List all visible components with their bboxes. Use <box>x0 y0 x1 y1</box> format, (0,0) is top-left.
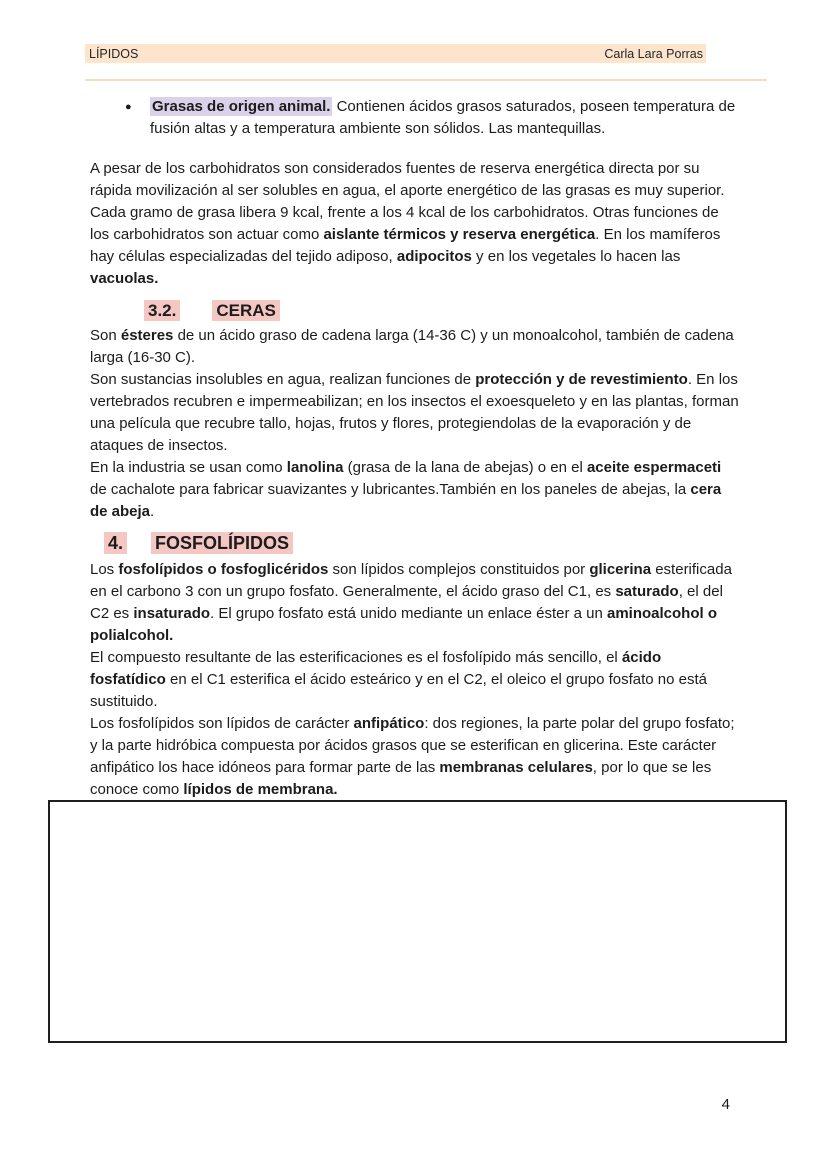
text-segment: . El grupo fosfato está unido mediante un enlace éster a un <box>210 605 607 622</box>
text-segment: ésteres <box>120 327 174 344</box>
text-segment: : dos regiones, la parte polar del grupo fosfato; y la parte hidróbica compuesta por ácidos grasos que se esterifican en glicerina. Este carácter anfipático los hace idóneos para formar parte de las <box>90 715 735 776</box>
text-segment: aceite espermaceti <box>586 459 722 476</box>
text-segment: y en los vegetales lo hacen las <box>471 248 681 265</box>
paragraph <box>90 457 740 523</box>
header-doc-title: LÍPIDOS <box>89 46 139 61</box>
text-segment: protección y de revestimiento <box>475 371 688 388</box>
text-segment: anfipático <box>353 715 425 732</box>
text-segment: membranas celulares <box>439 759 593 776</box>
text-segment: de cachalote para fabricar suavizantes y lubricantes.También en los paneles de abejas, la <box>90 481 691 498</box>
bullet-list-item <box>125 96 740 140</box>
paragraph <box>90 325 740 369</box>
text-segment: de un ácido graso de cadena larga (14-36 C) y un monoalcohol, también de cadena larga (16-30 C). <box>90 327 734 366</box>
text-segment: Son sustancias insolubles en agua, realizan funciones de <box>90 371 476 388</box>
text-segment: lípidos de membrana. <box>183 781 338 798</box>
text-segment: aislante térmicos y reserva energética <box>323 226 596 243</box>
text-segment: vacuolas. <box>90 270 159 287</box>
text-segment: Contienen ácidos grasos saturados, poseen temperatura de fusión altas y a temperatura ambiente son sólidos. Las mantequillas. <box>150 98 736 137</box>
text-segment: Son <box>90 327 121 344</box>
paragraph <box>90 158 740 290</box>
text-segment: ácido fosfatídico <box>90 649 662 688</box>
text-segment: (grasa de la lana de abejas) o en el <box>343 459 587 476</box>
text-segment: Los fosfolípidos son lípidos de carácter <box>90 715 354 732</box>
text-segment: . En los vertebrados recubren e impermeabilizan; en los insectos el exoesqueleto y en las plantas, forman una película que recubre tallo, hojas, frutos y flores, protegiendolas de la evaporación y de ataques de insectos. <box>90 371 739 454</box>
text-segment: En la industria se usan como <box>90 459 287 476</box>
text-segment: Grasas de origen animal. <box>152 98 331 115</box>
figure-placeholder-box <box>48 800 787 1043</box>
text-segment: en el C1 esterifica el ácido esteárico y en el C2, el oleico el grupo fosfato no está sustituido. <box>90 671 707 710</box>
page-header-band <box>85 44 706 63</box>
text-segment: . En los mamíferos hay células especializadas del tejido adiposo, <box>90 226 721 265</box>
document-body <box>90 96 740 801</box>
header-author: Carla Lara Porras <box>604 46 703 61</box>
paragraph <box>90 559 740 647</box>
text-segment: lanolina <box>286 459 344 476</box>
heading-title: CERAS <box>212 300 280 321</box>
page-number: 4 <box>721 1096 730 1113</box>
section-heading <box>90 532 740 554</box>
text-segment: adipocitos <box>396 248 472 265</box>
bullet-text <box>150 96 740 140</box>
text-segment: , el del C2 es <box>90 583 723 622</box>
heading-number: 3.2. <box>144 300 180 321</box>
text-segment: cera de abeja <box>90 481 722 520</box>
text-segment: esterificada en el carbono 3 con un grupo fosfato. Generalmente, el ácido graso del C1, es <box>90 561 732 600</box>
paragraph <box>90 369 740 457</box>
paragraph <box>90 713 740 801</box>
text-segment: fosfolípidos o fosfoglicéridos <box>118 561 329 578</box>
paragraph <box>90 647 740 713</box>
header-rule <box>85 79 767 81</box>
text-segment: Los <box>90 561 119 578</box>
bullet-icon: ● <box>125 101 132 113</box>
text-segment: glicerina <box>589 561 652 578</box>
text-segment: , por lo que se les conoce como <box>90 759 712 798</box>
heading-number: 4. <box>104 532 127 554</box>
text-segment: . <box>150 503 155 520</box>
text-segment: son lípidos complejos constituidos por <box>328 561 590 578</box>
heading-title: FOSFOLÍPIDOS <box>151 532 293 554</box>
text-segment: El compuesto resultante de las esterificaciones es el fosfolípido más sencillo, el <box>90 649 622 666</box>
text-segment: aminoalcohol o polialcohol. <box>90 605 717 644</box>
section-heading <box>90 300 740 322</box>
text-segment: A pesar de los carbohidratos son considerados fuentes de reserva energética directa por su rápida movilización al ser solubles en agua, el aporte energético de las grasas es muy superior. Cada gramo de grasa libera 9 kcal, frente a los 4 kcal de los carbohidratos. Otras funciones de los carbohidratos son actuar como <box>90 160 725 243</box>
text-segment: insaturado <box>133 605 211 622</box>
text-segment: saturado <box>615 583 679 600</box>
